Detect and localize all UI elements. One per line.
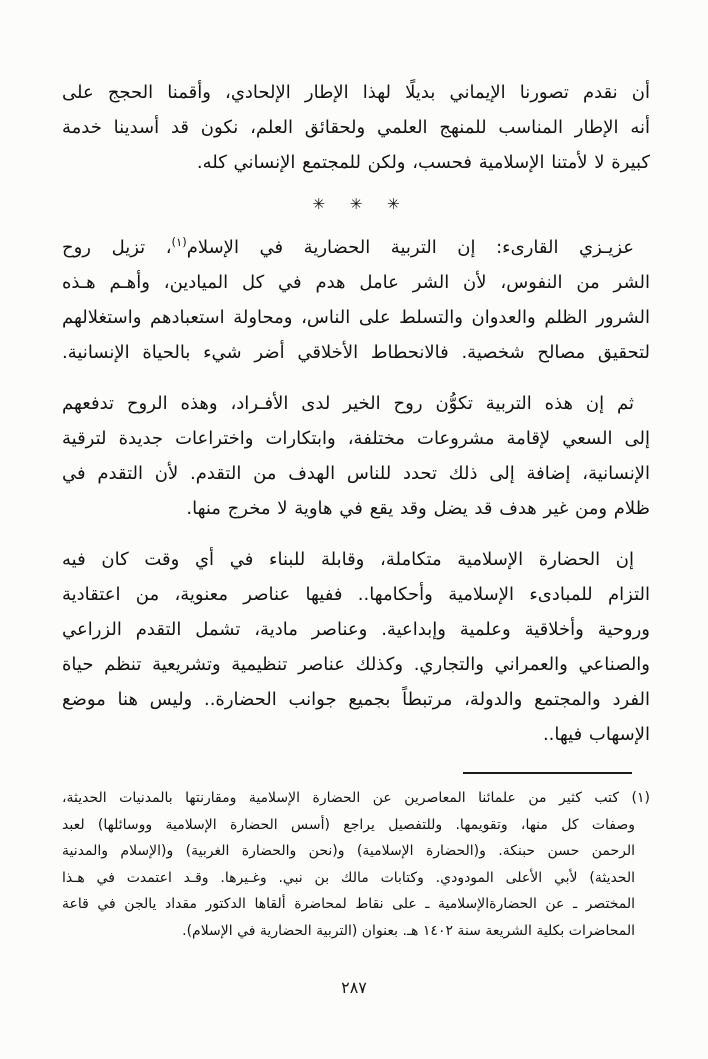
text-line: أنه الإطار المناسب للمنهج العلمي ولحقائق العلم، نكون قد أسدينا خدمة [62,117,650,138]
footnote-marker: (١) [171,235,187,249]
text-line: كبيرة لا لأمتنا الإسلامية فحسب، ولكن للمجتمع الإنساني كله. [196,152,650,173]
text-line: الإسهاب فيها.. [542,724,650,745]
text-line: وروحية وأخلاقية وعلمية وإبداعية. وعناصر مادية، تشمل التقدم الزراعي [62,619,650,640]
text-line: الشر من النفوس، لأن الشر عامل هدم في كل الميادين، وأهـم هـذه [62,272,650,293]
paragraph-4 [62,542,650,752]
footnote-line: المحاضرات بكلية الشريعة سنة ١٤٠٢ هـ. بعنوان (التربية الحضارية في الإسلام). [182,922,635,939]
footnote-line: وصفات كل منها، وتقويمها. وللتفصيل يراجع (أسس الحضارة الإسلامية ووسائلها) لعبد [62,816,635,833]
footnote-line: (١) كتب كثير من علمائنا المعاصرين عن الحضارة الإسلامية ومقارنتها بالمدنيات الحديثة، [62,790,650,806]
text-line: إن الحضارة الإسلامية متكاملة، وقابلة للبناء في أي وقت كان فيه [62,549,634,570]
text-segment: ، تزيل روح [62,237,172,258]
text-segment: عزيـزي القارىء: إن التربية الحضارية في الإسلام [186,237,634,258]
paragraph-1 [62,75,650,180]
page-number: ٢٨٧ [341,978,367,997]
footnote-line: الحديثة) لأبي الأعلى المودودي. وكتابات مالك بن نبي. وغـيرها. وقـد اعتمدت في هـذا [62,869,635,886]
text-line: التزام للمبادىء الإسلامية وأحكامها.. ففيها عناصر معنوية، من اعتقادية [62,584,650,605]
text-line [62,230,650,265]
text-line: لتحقيق مصالح شخصية. فالانحطاط الأخلاقي أضر شيء بالحياة الإنسانية. [62,342,650,363]
section-separator: ✳ ✳ ✳ [312,195,400,213]
text-line: الفرد والمجتمع والدولة، مرتبطاً بجميع جوانب الحضارة.. وليس هنا موضع [62,689,650,710]
paragraph-2 [62,230,650,370]
text-line: إلى السعي لإقامة مشروعات مختلفة، وابتكارات واختراعات جديدة لترقية [62,428,650,449]
text-line: ظلام ومن غير هدف قد يضل وقد يقع في هاوية لا مخرج منها. [186,498,650,519]
text-line: ثم إن هذه التربية تكوُّن روح الخير لدى الأفـراد، وهذه الروح تدفعهم [62,393,634,414]
body-text [62,75,650,752]
paragraph-3 [62,386,650,526]
text-line: الشرور الظلم والعدوان والتسلط على الناس، ومحاولة استعبادهم واستغلالهم [62,307,650,328]
footnote-block [62,785,650,944]
text-line: والصناعي والعمراني والتجاري. وكذلك عناصر تنظيمية وتشريعية تنظم حياة [62,654,650,675]
footnote-line: الرحمن حسن حبنكة. و(الحضارة الإسلامية) و(نحن والحضارة الغربية) و(الإسلام والمدنية [62,843,635,859]
text-line: أن نقدم تصورنا الإيماني بديلًا لهذا الإطار الإلحادي، وأقمنا الحجج على [62,82,650,103]
footnote-divider [463,772,632,774]
footnote-line: المختصر ـ عن الحضارةالإسلامية ـ على نقاط لمحاضرة ألقاها الدكتور مقداد يالجن في قاعة [62,896,635,912]
text-line: الإنسانية، إضافة إلى ذلك تحدد للناس الهدف من التقدم. لأن التقدم في [62,463,650,484]
